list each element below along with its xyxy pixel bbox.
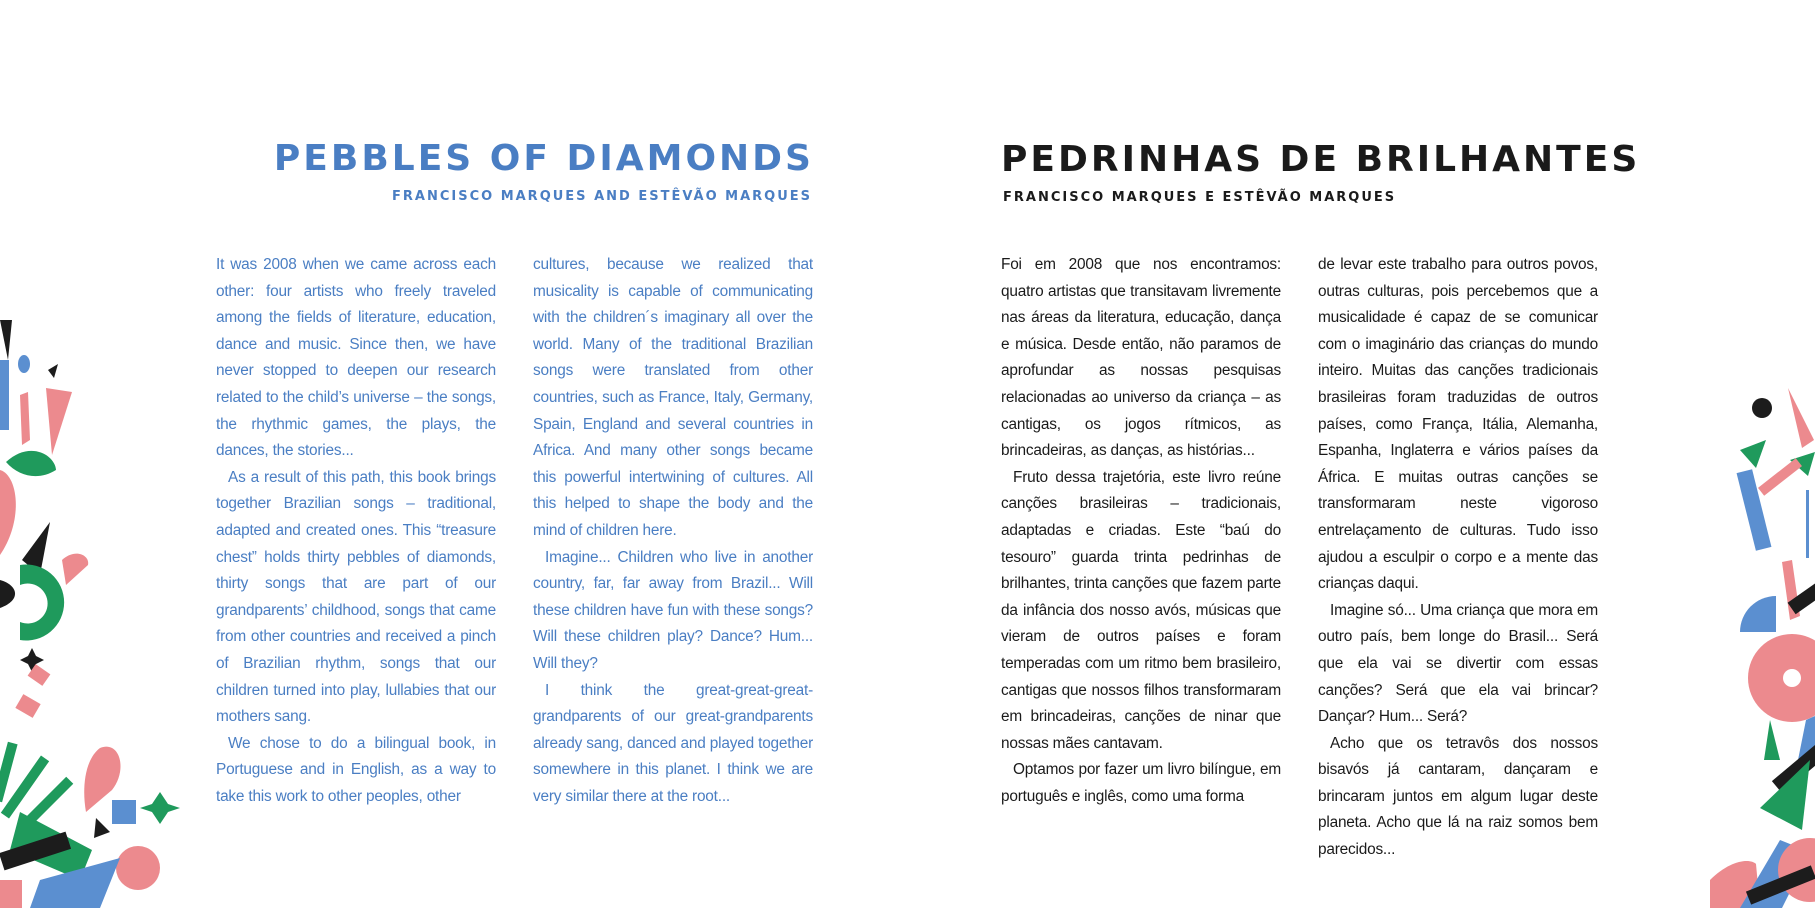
deco-shape [1788,388,1814,448]
portuguese-paragraph: Imagine só... Uma criança que mora em outro país, bem longe do Brasil... Será que ela vai se divertir com essas canções? Será que ela vai brincar? Dançar? Hum... Será? [1318,601,1598,726]
deco-shape [140,792,180,824]
deco-shape [112,800,136,824]
deco-shape [0,360,9,430]
deco-shape [62,554,88,585]
english-title: PEBBLES OF DIAMONDS [273,138,814,179]
portuguese-column-1 [1001,252,1281,810]
deco-shape [1748,634,1815,722]
english-paragraph: As a result of this path, this book brings together Brazilian songs – traditional, adapted and created ones. This “treasure chest” holds thirty pebbles of diamonds, thirty songs that are part of our grandparents’ childhood, songs that came from other countries and received a pinch of Brazilian rhythm, songs that our children turned into play, lullabies that our mothers sang. [216,468,496,726]
right-decorative-shapes [1710,0,1815,908]
portuguese-paragraph: Fruto dessa trajetória, este livro reúne canções brasileiras – tradicionais, adaptadas e criadas. Este “baú do tesouro” guarda trinta pedrinhas de brilhantes, trinta canções que fazem parte da infância dos nosso avós, músicas que vieram de outros países e foram temperadas com um ritmo bem brasileiro, cantigas que nossos filhos transformaram em brincadeiras, canções de ninar que nossas mães cantavam. [1001,468,1281,752]
deco-shape [1806,490,1809,558]
deco-shape [94,818,110,838]
portuguese-title: PEDRINHAS DE BRILHANTES [1001,139,1641,180]
deco-shape [1752,398,1772,418]
english-paragraph: It was 2008 when we came across each other: four artists who freely traveled among the fields of literature, education, dance and music. Since then, we have never stopped to deepen our research related to the child’s universe – the songs, the rhythmic games, the plays, the dances, the stories... [216,256,496,460]
deco-shape [116,846,160,890]
deco-shape [20,565,64,641]
english-paragraph: cultures, because we realized that musicality is capable of communicating with the children´s imaginary all over the world. Many of the traditional Brazilian songs were translated from other countries, such as France, Italy, Germany, Spain, England and several countries in Africa. And many other songs became this powerful intertwining of cultures. All this helped to shape the body and the mind of children here. [533,256,813,539]
portuguese-paragraph: Optamos por fazer um livro bilíngue, em português e inglês, como uma forma [1001,761,1281,805]
deco-shape [0,470,16,555]
deco-shape [1740,596,1776,632]
deco-shape [0,580,15,608]
portuguese-page [908,0,1815,908]
deco-shape [1783,669,1801,687]
deco-shape [0,880,22,908]
portuguese-paragraph: Foi em 2008 que nos encontramos: quatro artistas que transitavam livremente nas áreas da literatura, educação, dança e música. Desde então, não paramos de aprofundar as nossas pesquisas relacionadas ao universo da criança – as cantigas, os jogos rítmicos, as brincadeiras, as danças, as histórias... [1001,256,1281,460]
deco-shape [6,451,56,476]
english-subtitle: FRANCISCO MARQUES AND ESTÊVÃO MARQUES [392,189,812,204]
english-page [0,0,907,908]
deco-shape [48,364,58,378]
english-paragraph: Imagine... Children who live in another country, far, far away from Brazil... Will these children have fun with these songs? Will these children play? Dance? Hum... Will they? [533,548,813,672]
english-paragraph: I think the great-great-great-grandparents of our great-grandparents already sang, danced and played together somewhere in this planet. I think we are very similar there at the root... [533,681,813,805]
deco-shape [0,320,12,360]
deco-shape [1758,458,1802,495]
portuguese-paragraph: Acho que os tetravôs dos nossos bisavós já cantaram, dançaram e brincaram juntos em algum lugar deste planeta. Acho que lá na raiz somos bem parecidos... [1318,734,1598,859]
english-paragraph: We chose to do a bilingual book, in Portuguese and in English, as a way to take this work to other peoples, other [216,734,496,805]
deco-shape [18,355,30,373]
deco-shape [46,388,72,455]
deco-shape [20,392,30,445]
portuguese-column-2 [1318,252,1598,864]
portuguese-subtitle: FRANCISCO MARQUES E ESTÊVÃO MARQUES [1003,190,1397,205]
deco-shape [1740,440,1766,468]
left-decorative-shapes [0,0,190,908]
english-column-1 [216,252,496,810]
deco-shape [15,694,40,718]
portuguese-paragraph: de levar este trabalho para outros povos, outras culturas, pois percebemos que a musicalidade é capaz de se comunicar com o imaginário das crianças do mundo inteiro. Muitas das canções tradicionais brasileiras foram traduzidas de outros países, como França, Itália, Alemanha, Espanha, Inglaterra e vários países da África. E muitas outras canções se transformaram neste vigoroso entrelaçamento de culturas. Tudo isso ajudou a esculpir o corpo e a mente das crianças daqui. [1318,256,1598,593]
deco-shape [1764,720,1780,760]
english-column-2 [533,252,813,810]
